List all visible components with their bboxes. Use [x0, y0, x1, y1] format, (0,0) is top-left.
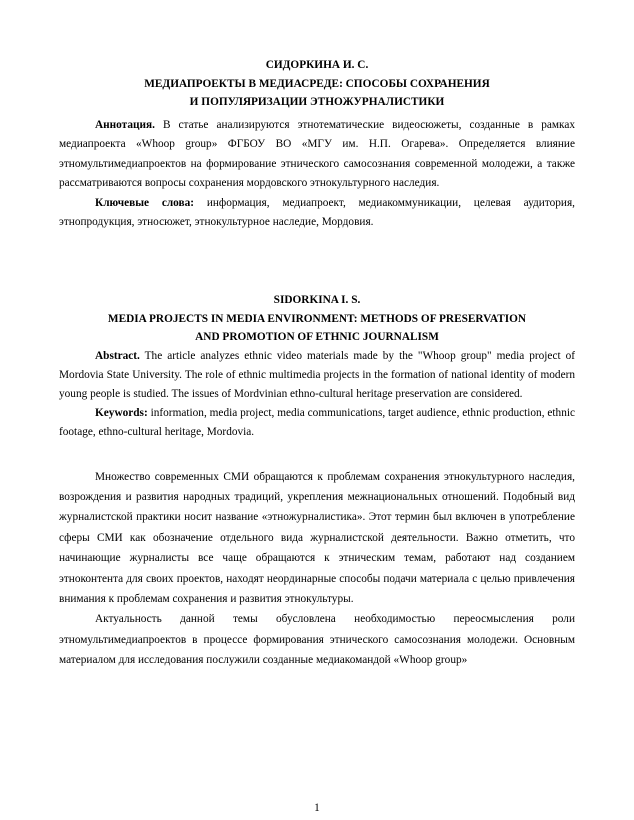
- ru-title-line-2: И ПОПУЛЯРИЗАЦИИ ЭТНОЖУРНАЛИСТИКИ: [189, 96, 445, 108]
- en-keywords-label: Keywords:: [95, 407, 148, 420]
- body-paragraph-2: Актуальность данной темы обусловлена необходимостью переосмысления роли этномультимедиапроектов в процессе формирования этнического самосознания молодежи. Основным материалом для исследования послужили созданные медиакомандой «Whoop group»: [59, 613, 575, 667]
- ru-keywords: [59, 194, 575, 233]
- ru-title-line-1: МЕДИАПРОЕКТЫ В МЕДИАСРЕДЕ: СПОСОБЫ СОХРАНЕНИЯ: [144, 77, 490, 90]
- document-page: [59, 56, 575, 671]
- en-title-line-2: AND PROMOTION OF ETHNIC JOURNALISM: [195, 331, 439, 344]
- en-keywords-text: information, media project, media communications, target audience, ethnic production, ethnic footage, ethno-cultural heritage, Mordovia.: [59, 407, 576, 439]
- ru-abstract: [59, 116, 575, 194]
- ru-keywords-text: информация, медиапроект, медиакоммуникации, целевая аудитория, этнопродукция, этносюжет, этнокультурное наследие, Мордовия.: [59, 196, 576, 229]
- ru-abstract-label: Аннотация.: [95, 118, 155, 131]
- ru-abstract-text: В статье анализируются этнотематические видеосюжеты, созданные в рамках медиапроекта «Whoop group» ФГБОУ ВО «МГУ им. Н.П. Огарева». Определяется влияние этномультимедиапроектов на формирование этнического самосознания современной молодежи, а также рассматриваются вопросы сохранения мордовского этнокультурного наследия.: [59, 118, 575, 190]
- en-abstract-text: The article analyzes ethnic video materials made by the "Whoop group" media project of Mordovia State University. The role of ethnic multimedia projects in the formation of national identity of modern young people is studied. The issues of Mordvinian ethno-cultural heritage preservation are considered.: [59, 349, 575, 400]
- en-keywords: [59, 404, 575, 442]
- en-author: SIDORKINA I. S.: [273, 294, 361, 307]
- en-title-line-1: MEDIA PROJECTS IN MEDIA ENVIRONMENT: METHODS OF PRESERVATION: [107, 312, 527, 325]
- ru-author: СИДОРКИНА И. С.: [265, 59, 369, 71]
- ru-keywords-label: Ключевые слова:: [95, 196, 195, 209]
- en-abstract-label: Abstract.: [95, 349, 140, 362]
- page-number: 1: [314, 802, 320, 814]
- body-paragraph-1: Множество современных СМИ обращаются к проблемам сохранения этнокультурного наследия, возрождения и развития народных традиций, укрепления межнациональных отношений. Подобный вид журналистской практики носит название «этножурналистика». Этот термин был включен в употребление сферы СМИ как обозначение отдельного вида журналистской деятельности. Важно отметить, что начинающие журналисты все чаще обращаются к этническим темам, работают над созданием этноконтента для своих проектов, находят неординарные способы подачи материала с целью привлечения внимания к проблемам сохранения и развития этнокультуры.: [59, 470, 575, 606]
- en-abstract: [59, 347, 575, 405]
